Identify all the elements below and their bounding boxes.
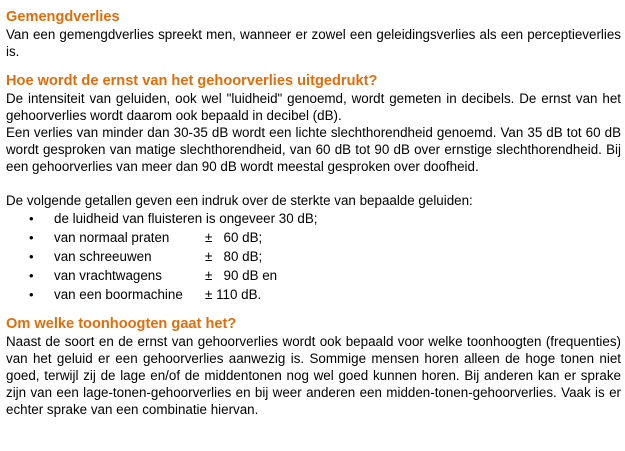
section-heading: Hoe wordt de ernst van het gehoorverlies uitgedrukt? <box>6 73 378 89</box>
paragraph: Een verlies van minder dan 30-35 dB wordt een lichte slechthorendheid genoemd. Van 35 dB tot 60 dB wordt gesproken van matige slechthorendheid, van 60 dB tot 90 dB over ernstige slechthorendheid. Bij een gehoorverlies van meer dan 90 dB wordt meestal gesproken over doofheid. <box>6 125 621 174</box>
list-item-value: ± 60 dB; <box>205 230 263 245</box>
list-item-text: van normaal praten <box>54 230 170 245</box>
list-item <box>6 285 621 304</box>
section-heading: Gemengdverlies <box>6 9 120 25</box>
document-page <box>6 8 621 418</box>
section-gemengdverlies <box>6 8 621 60</box>
list-item-value: ± 90 dB en <box>205 268 278 283</box>
sound-level-list <box>6 209 621 304</box>
list-item-text: van schreeuwen <box>54 249 152 264</box>
list-item-text: van vrachtwagens <box>54 268 162 283</box>
section-toonhoogten <box>6 315 621 418</box>
list-item <box>6 228 621 247</box>
paragraph-spacer <box>6 175 621 192</box>
bullet-icon: • <box>29 249 34 264</box>
list-item <box>6 247 621 266</box>
bullet-icon: • <box>29 287 34 302</box>
bullet-icon: • <box>29 268 34 283</box>
paragraph: De intensiteit van geluiden, ook wel "luidheid" genoemd, wordt gemeten in decibels. De ernst van het gehoorverlies wordt daarom ook bepaald in decibel (dB). <box>6 91 621 123</box>
bullet-icon: • <box>29 211 34 226</box>
paragraph: De volgende getallen geven een indruk over de sterkte van bepaalde geluiden: <box>6 193 473 208</box>
list-item <box>6 209 621 228</box>
list-item-text: van een boormachine <box>54 287 183 302</box>
list-item-value: ± 110 dB. <box>205 287 262 302</box>
list-item-text: de luidheid van fluisteren is ongeveer 30 dB; <box>54 211 318 226</box>
paragraph: Naast de soort en de ernst van gehoorverlies wordt ook bepaald voor welke toonhoogten (frequenties) van het geluid er een gehoorverlies aanwezig is. Sommige mensen horen alleen de hoge tonen niet goed, terwijl zij de lage en/of de middentonen nog wel goed kunnen horen. Bij anderen kan er sprake zijn van een lage-tonen-gehoorverlies en bij weer anderen een midden-tonen-gehoorverlies. Vaak is er echter sprake van een combinatie hiervan. <box>6 334 621 417</box>
paragraph: Van een gemengdverlies spreekt men, wanneer er zowel een geleidingsverlies als een perceptieverlies is. <box>6 27 621 59</box>
list-item <box>6 266 621 285</box>
bullet-icon: • <box>29 230 34 245</box>
section-heading: Om welke toonhoogten gaat het? <box>6 316 237 332</box>
section-ernst-gehoorverlies <box>6 72 621 304</box>
list-item-value: ± 80 dB; <box>205 249 263 264</box>
